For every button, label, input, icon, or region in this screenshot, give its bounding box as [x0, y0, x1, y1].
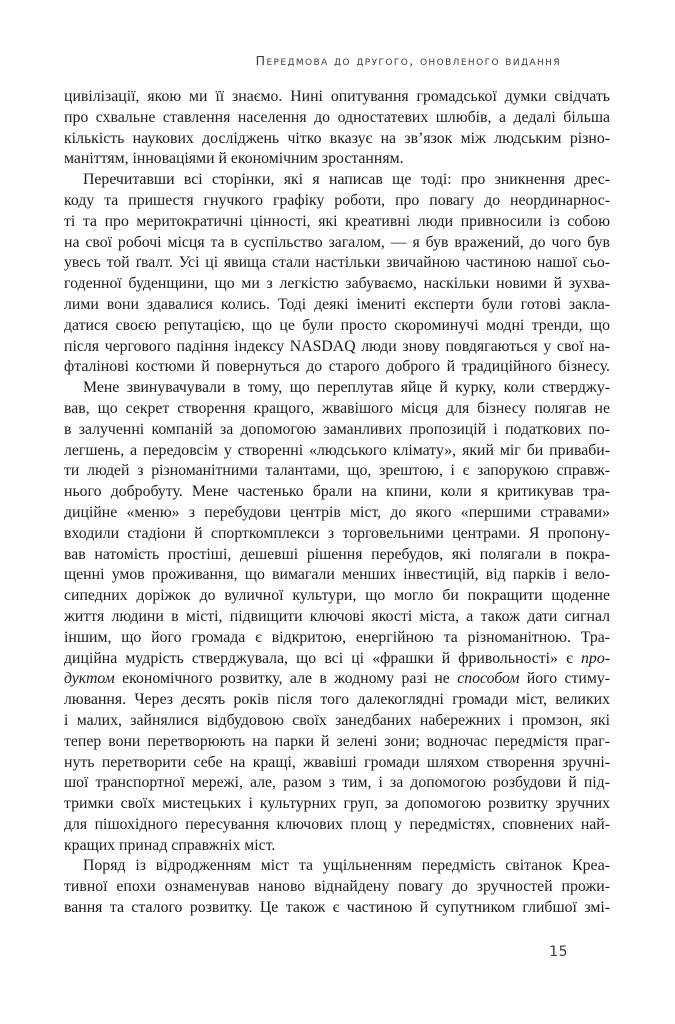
- text-line: диційна мудрість стверджувала, що всі ці «фрашки й фривольності» є про-: [64, 649, 610, 667]
- text-line: Мене звинувачували в тому, що переплутав яйце й курку, коли стверджу-: [83, 379, 610, 397]
- text-line: Перечитавши всі сторінки, які я написав ще тоді: про зникнення дрес-: [83, 171, 610, 189]
- text-line: кількість наукових досліджень чітко вказує на зв’язок між людським різно-: [64, 129, 610, 147]
- text-line: іншим, що його громада є відкритою, енергійною та різноманітною. Тра-: [64, 628, 610, 646]
- text-line: вав натомість простіші, дешевші рішення перебудов, які полягали в покра-: [64, 545, 610, 563]
- text-line: маніттям, інноваціями й економічним зростанням.: [64, 150, 404, 168]
- text-line: тивної епохи ознаменував наново віднайдену повагу до зручностей прожи-: [64, 878, 610, 896]
- text-line: щенні умов проживання, що вимагали менших інвестицій, від парків і вело-: [64, 566, 610, 584]
- text-line: входили стадіони й спорткомплекси з торговельними центрами. Я пропону-: [64, 524, 610, 542]
- paragraph: [64, 87, 610, 170]
- text-line: ті та про меритократичні цінності, які креативні люди привносили із собою: [64, 212, 610, 230]
- text-line: для пішохідного пересування ключових площ у передмістях, сповнених най-: [64, 815, 610, 833]
- running-header: Передмова до другого, оновленого видання: [255, 53, 561, 68]
- text-line: нього добробуту. Мене частенько брали на кпини, коли я критикував тра-: [64, 483, 610, 501]
- text-line: в залученні компаній за допомогою заманливих пропозицій і податкових по-: [64, 420, 610, 438]
- text-line: лювання. Через десять років після того далекоглядні громади міст, великих: [64, 691, 610, 709]
- text-line: диційне «меню» з перебудови центрів міст, до якого «першими стравами»: [64, 503, 610, 521]
- text-line: і малих, зайнялися відбудовою своїх занедбаних набережних і промзон, які: [64, 711, 610, 729]
- text-line: фталінові костюми й повернуться до старого доброго й традиційного бізнесу.: [64, 358, 610, 376]
- text-line: лими вони здавалися колись. Тоді деякі імениті експерти були готові закла-: [64, 295, 610, 313]
- text-line: життя людини в місті, підвищити ключові якості міста, а також дати сигнал: [64, 607, 610, 625]
- paragraph: [64, 170, 610, 378]
- paragraph: [64, 856, 610, 918]
- text-line: шої транспортної мережі, але, разом з тим, і за допомогою розбудови й під-: [64, 774, 610, 792]
- text-line: після чергового падіння індексу NASDAQ люди знову повдягаються у свої на-: [64, 337, 610, 355]
- text-line: сипедних доріжок до вуличної культури, що могло би покращити щоденне: [64, 587, 610, 605]
- text-line: кращих принад справжніх міст.: [64, 836, 276, 854]
- text-line: увесь той ґвалт. Усі ці явища стали настільки звичайною частиною нашої сьо-: [64, 254, 610, 272]
- text-line: коду та пришестя гнучкого графіку роботи, про повагу до неординарнос-: [64, 191, 610, 209]
- text-line: тепер вони перетворюють на парки й зелені зони; водночас передмістя праг-: [64, 732, 610, 750]
- text-line: про схвальне ставлення населення до одностатевих шлюбів, а дедалі більша: [64, 108, 610, 126]
- text-line: дуктом економічного розвитку, але в жодному разі не способом його стиму-: [64, 670, 610, 688]
- text-line: датися своєю репутацією, що це були просто скороминучі модні тренди, що: [64, 316, 610, 334]
- paragraph: [64, 378, 610, 856]
- text-line: ти людей з різноманітними талантами, що, зрештою, і є запорукою справж-: [64, 462, 610, 480]
- text-line: тримки своїх мистецьких і культурних груп, за допомогою розвитку зручних: [64, 795, 610, 813]
- text-line: годенної буденщини, що ми з легкістю забуваємо, наскільки новими й зухва-: [64, 275, 610, 293]
- text-line: вав, що секрет створення кращого, жвавішого місця для бізнесу полягав не: [64, 399, 610, 417]
- text-block: [64, 87, 610, 919]
- page-number: 15: [549, 944, 568, 960]
- text-line: легшень, а передовсім у створенні «людського клімату», який міг би приваби-: [64, 441, 610, 459]
- text-line: вання та сталого розвитку. Це також є частиною й супутником глибшої змі-: [64, 899, 610, 917]
- text-line: на свої робочі місця та в суспільство загалом, — я був вражений, до чого був: [64, 233, 610, 251]
- text-line: нуть перетворити себе на кращі, жвавіші громади шляхом створення зручні-: [64, 753, 610, 771]
- text-line: Поряд із відродженням міст та ущільненням передмість світанок Креа-: [83, 857, 610, 875]
- text-line: цивілізації, якою ми її знаємо. Нині опитування громадської думки свідчать: [64, 88, 610, 105]
